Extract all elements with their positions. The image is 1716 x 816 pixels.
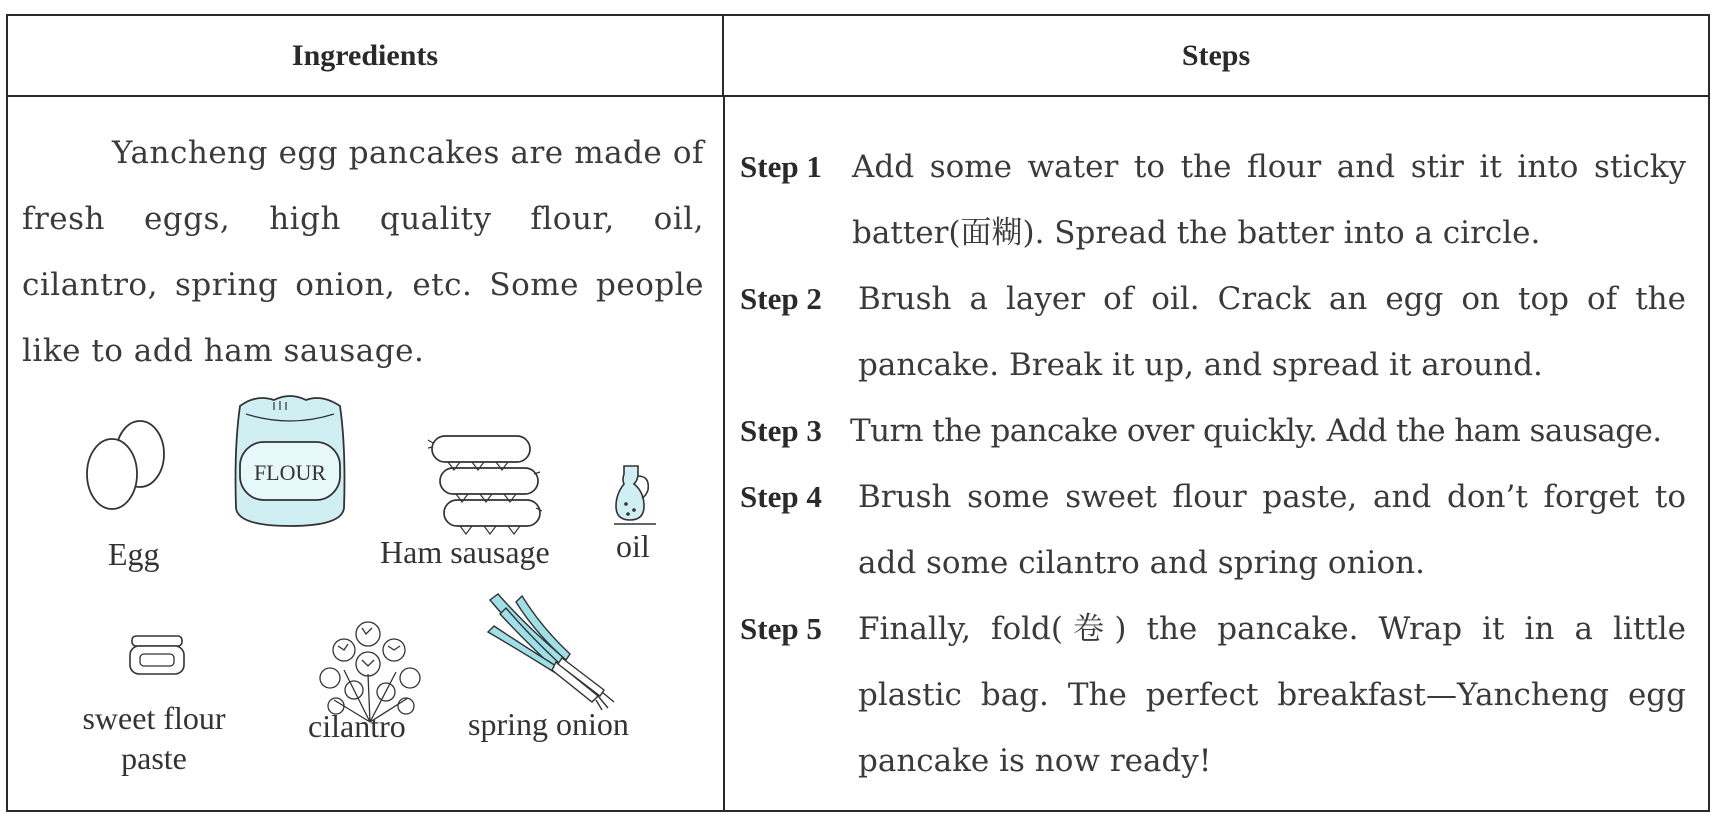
- ham-sausage-icon: [426, 428, 546, 540]
- recipe-table: [6, 14, 1710, 812]
- sweet-flour-paste-label-line1: sweet flour: [82, 700, 226, 736]
- ham-sausage-label: Ham sausage: [380, 534, 550, 570]
- step-4: [740, 464, 1686, 596]
- spring-onion-label: spring onion: [468, 706, 629, 742]
- ingredients-intro: [22, 120, 704, 384]
- step-1-label: Step 1: [740, 149, 822, 184]
- step-2: [740, 266, 1686, 398]
- step-5-text: Finally, fold(卷) the pancake. Wrap it in a little plastic bag. The perfect breakfast—Yancheng egg pancake is now ready!: [858, 611, 1686, 779]
- cilantro-label: cilantro: [308, 708, 406, 744]
- steps-header-label: Steps: [1181, 38, 1251, 72]
- step-3-label: Step 3: [740, 413, 822, 448]
- step-1: [740, 134, 1686, 266]
- steps-list: [740, 134, 1686, 794]
- step-5: [740, 596, 1686, 794]
- step-3-text: Turn the pancake over quickly. Add the ham sausage.: [850, 413, 1662, 449]
- step-2-text: Brush a layer of oil. Crack an egg on top of the pancake. Break it up, and spread it around.: [858, 281, 1686, 383]
- ingredients-header: [8, 16, 724, 97]
- step-3: [740, 398, 1686, 464]
- step-2-label: Step 2: [740, 281, 822, 316]
- step-5-label: Step 5: [740, 611, 822, 646]
- intro-text: Yancheng egg pancakes are made of fresh eggs, high quality flour, oil, cilantro, spring onion, etc. Some people like to add ham sausage.: [22, 135, 704, 369]
- flour-bag-icon: [226, 388, 354, 528]
- column-divider: [723, 96, 725, 810]
- oil-label: oil: [616, 528, 650, 564]
- flour-bag-text: FLOUR: [253, 460, 327, 485]
- oil-icon: [614, 464, 660, 528]
- step-4-text: Brush some sweet flour paste, and don’t forget to add some cilantro and spring onion.: [858, 479, 1686, 581]
- egg-icon: [78, 412, 178, 522]
- ingredients-header-label: Ingredients: [291, 38, 439, 72]
- step-4-label: Step 4: [740, 479, 822, 514]
- sweet-flour-paste-label: [70, 698, 238, 778]
- egg-label: Egg: [108, 536, 160, 572]
- sweet-flour-paste-icon: [128, 630, 188, 678]
- step-1-text: Add some water to the flour and stir it into sticky batter(面糊). Spread the batter into a circle.: [852, 149, 1686, 251]
- sweet-flour-paste-label-line2: paste: [121, 740, 187, 776]
- steps-header: [724, 16, 1708, 97]
- spring-onion-icon: [486, 592, 616, 712]
